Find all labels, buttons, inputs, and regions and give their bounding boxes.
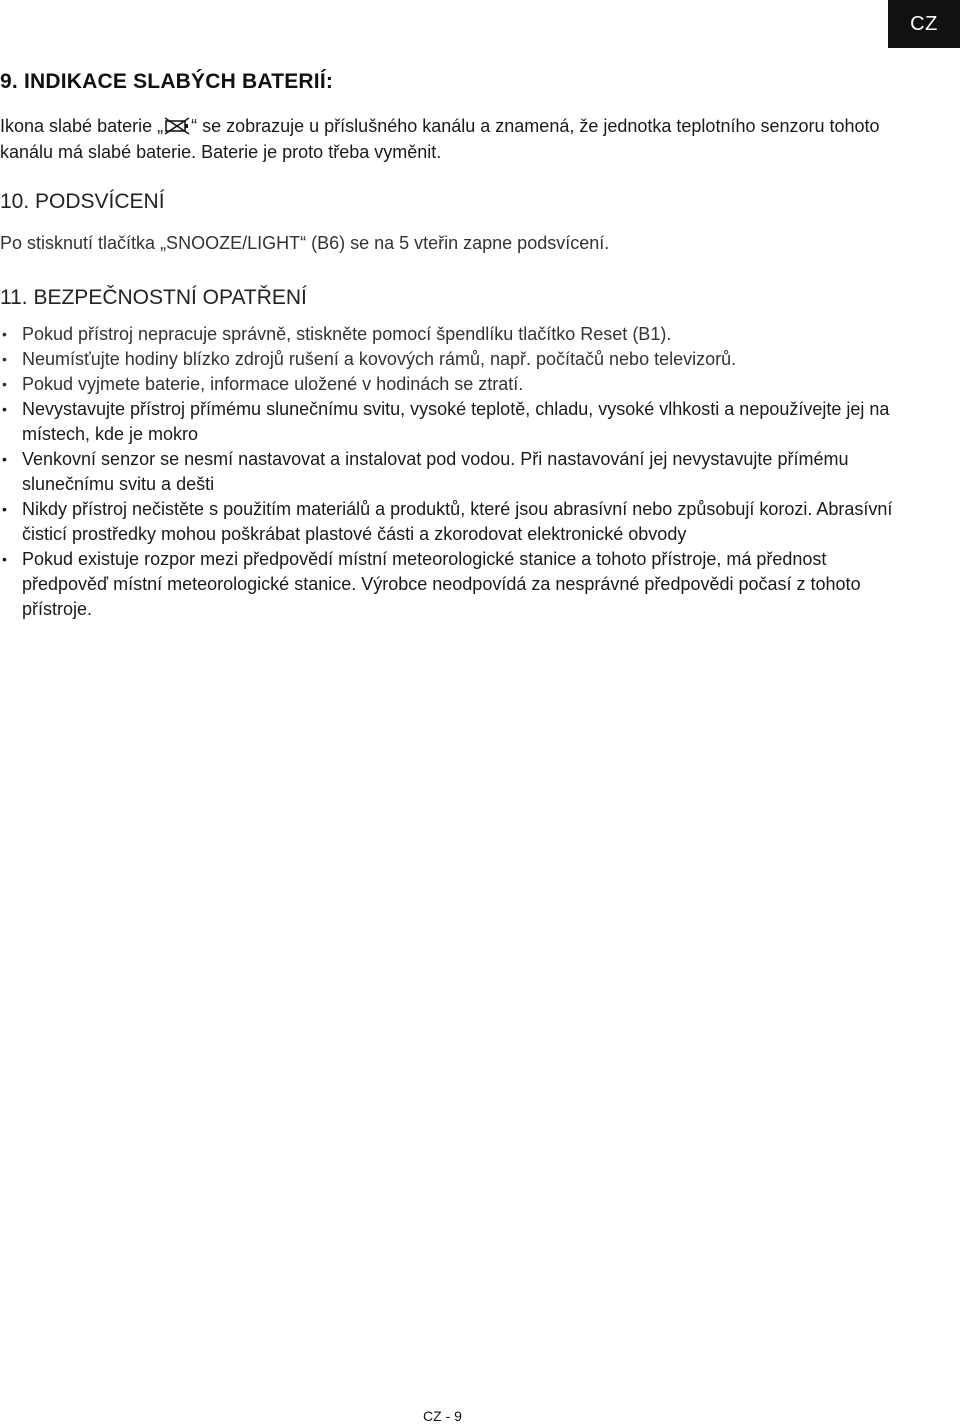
low-battery-icon	[164, 117, 190, 135]
safety-bullet-list	[0, 322, 900, 622]
bullet-mark: •	[2, 551, 7, 567]
bullet-mark: •	[2, 401, 7, 417]
section-9-text-before-icon: Ikona slabé baterie „	[0, 116, 164, 136]
bullet-mark: •	[2, 326, 7, 342]
section-10-heading: 10. PODSVÍCENÍ	[0, 190, 165, 213]
section-10-paragraph: Po stisknutí tlačítka „SNOOZE/LIGHT“ (B6) se na 5 vteřin zapne podsvícení.	[0, 233, 610, 253]
list-item-text: Pokud existuje rozpor mezi předpovědí místní meteorologické stanice a tohoto přístroje, má přednost předpověď místní meteorologické stanice. Výrobce neodpovídá za nesprávné předpovědi počasí z tohoto přístroje.	[22, 549, 861, 619]
section-9-text-after-icon: “ se zobrazuje u příslušného kanálu a znamená, že jednotka teplotního senzoru tohoto kanálu má slabé baterie. Baterie je proto třeba vyměnit.	[0, 116, 880, 162]
section-9-heading: 9. INDIKACE SLABÝCH BATERIÍ:	[0, 70, 334, 93]
list-item-text: Pokud vyjmete baterie, informace uložené v hodinách se ztratí.	[22, 374, 524, 394]
section-11-heading: 11. BEZPEČNOSTNÍ OPATŘENÍ	[0, 286, 307, 309]
list-item-text: Nikdy přístroj nečistěte s použitím materiálů a produktů, které jsou abrasívní nebo způsobují korozi. Abrasívní čisticí prostředky mohou poškrábat plastové části a zkorodovat elektronické obvody	[22, 499, 893, 544]
list-item	[0, 347, 900, 372]
page-number: CZ - 9	[423, 1408, 462, 1424]
language-tab: CZ	[888, 0, 960, 48]
bullet-mark: •	[2, 451, 7, 467]
list-item	[0, 372, 900, 397]
list-item	[0, 497, 900, 547]
list-item	[0, 547, 900, 622]
list-item	[0, 397, 900, 447]
list-item-text: Nevystavujte přístroj přímému slunečnímu svitu, vysoké teplotě, chladu, vysoké vlhkosti a nepoužívejte jej na místech, kde je mokro	[22, 399, 890, 444]
list-item-text: Venkovní senzor se nesmí nastavovat a instalovat pod vodou. Při nastavování jej nevystavujte přímému slunečnímu svitu a dešti	[22, 449, 849, 494]
bullet-mark: •	[2, 501, 7, 517]
list-item-text: Neumísťujte hodiny blízko zdrojů rušení a kovových rámů, např. počítačů nebo televizorů.	[22, 349, 737, 369]
bullet-mark: •	[2, 376, 7, 392]
list-item-text: Pokud přístroj nepracuje správně, stiskněte pomocí špendlíku tlačítko Reset (B1).	[22, 324, 672, 344]
list-item	[0, 322, 900, 347]
section-9-paragraph	[0, 113, 900, 165]
list-item	[0, 447, 900, 497]
bullet-mark: •	[2, 351, 7, 367]
